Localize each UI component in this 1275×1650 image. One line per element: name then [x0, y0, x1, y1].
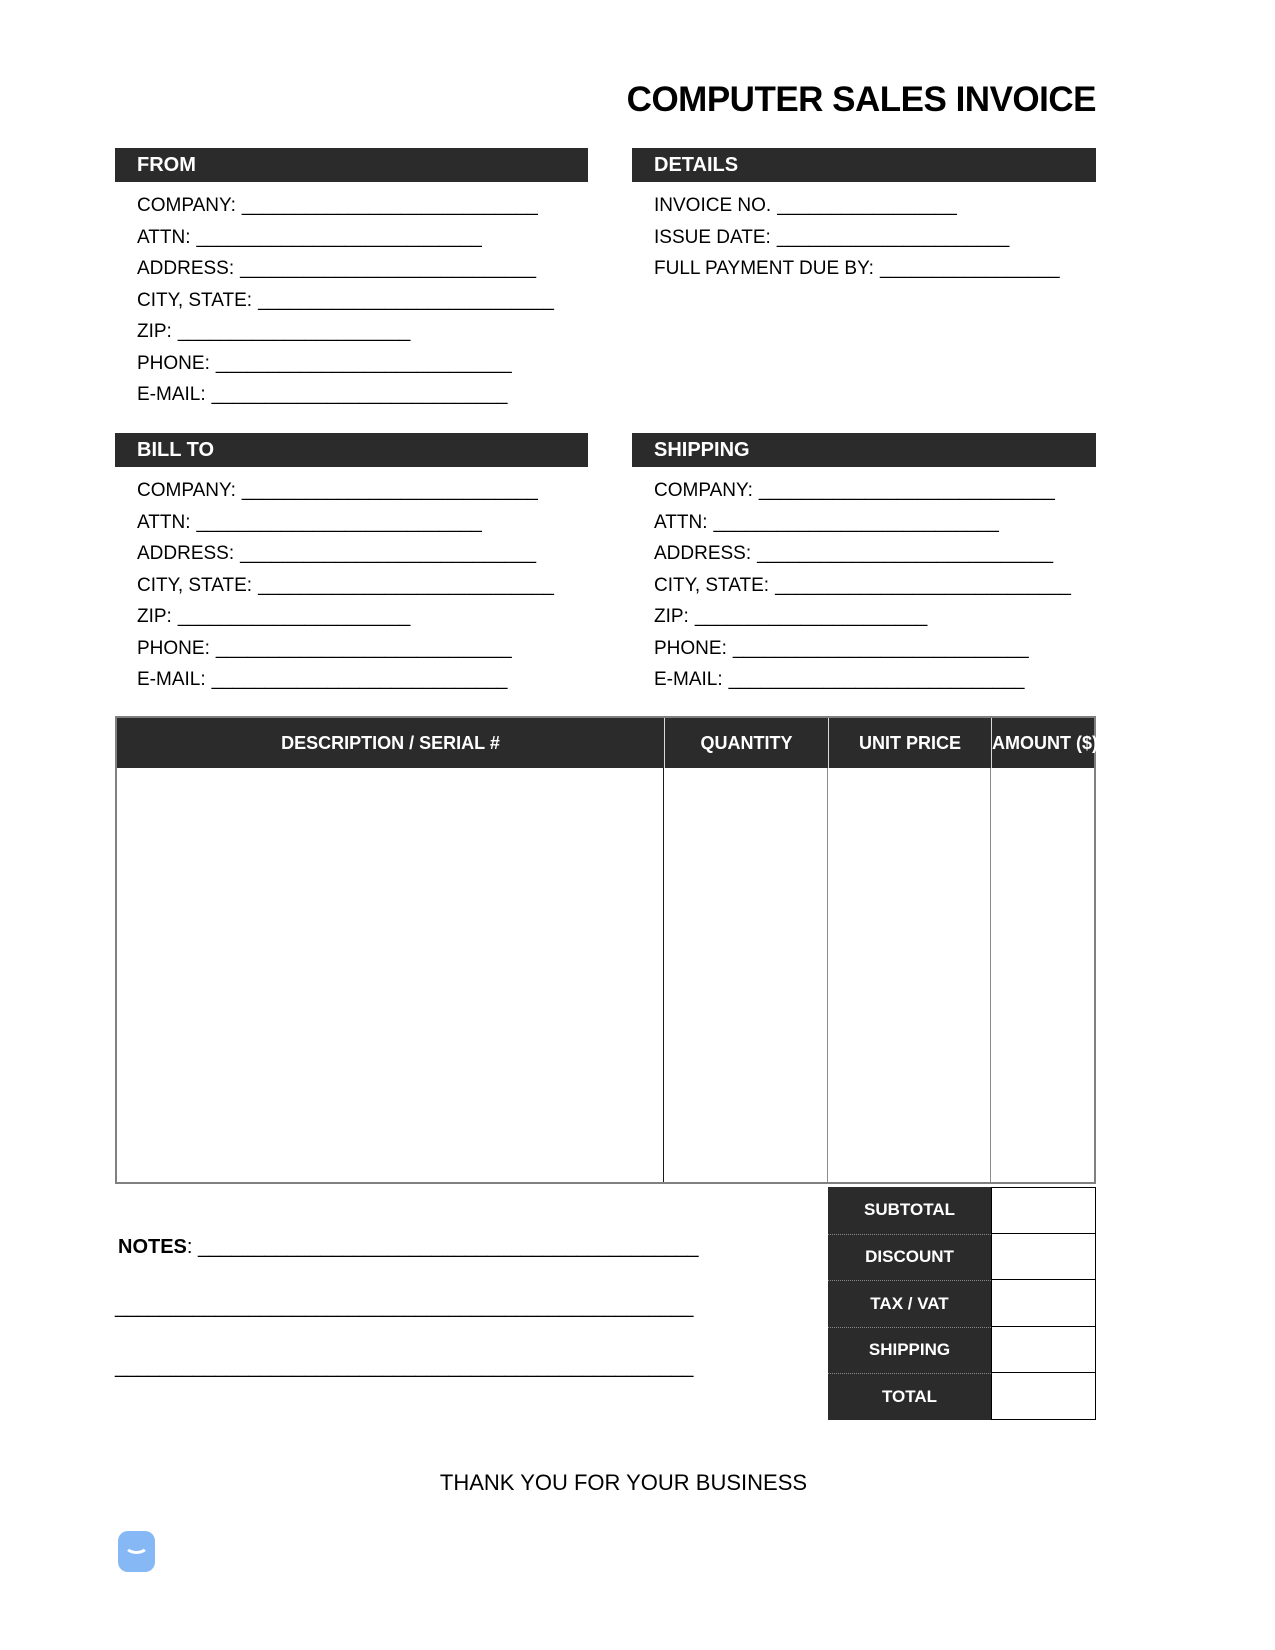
field-ship-email	[654, 664, 1096, 696]
field-label: FULL PAYMENT DUE BY:	[654, 258, 874, 279]
field-label: ADDRESS:	[654, 543, 752, 564]
field-bill-attn	[137, 507, 588, 539]
col-header-unit-price: UNIT PRICE	[828, 718, 991, 768]
section-details	[632, 148, 1096, 285]
field-ship-address	[654, 538, 1096, 570]
thank-you-message: THANK YOU FOR YOUR BUSINESS	[439, 1470, 808, 1495]
field-bill-phone	[137, 633, 588, 665]
fill-in-line: ___________________________	[713, 511, 999, 533]
field-label: PHONE:	[654, 637, 727, 659]
smile-glyph-icon	[124, 1535, 149, 1554]
totals-value-cell	[991, 1234, 1096, 1281]
col-header-description: DESCRIPTION / SERIAL #	[281, 732, 500, 753]
totals-label: SHIPPING	[828, 1327, 991, 1374]
field-label: ATTN:	[137, 226, 191, 248]
fill-in-line: ____________________________	[258, 574, 554, 596]
items-table-body	[117, 768, 1094, 1182]
fill-in-line: ____________________________	[215, 352, 512, 374]
details-fields	[632, 190, 1096, 285]
field-bill-company	[137, 475, 588, 507]
section-from	[115, 148, 588, 411]
shipping-fields	[632, 475, 1096, 696]
description-column-cell	[117, 768, 664, 1182]
fill-in-line: ____________________________	[241, 480, 538, 501]
section-shipping	[632, 433, 1096, 696]
fill-in-line: ____________________________	[258, 289, 554, 311]
totals-row-total	[828, 1373, 1096, 1420]
fill-in-line: ____________________________	[211, 384, 508, 405]
field-bill-zip	[137, 601, 588, 633]
totals-row-discount	[828, 1234, 1096, 1281]
totals-label: TAX / VAT	[828, 1280, 991, 1327]
field-label: ADDRESS:	[137, 258, 235, 279]
field-label: ZIP:	[137, 321, 172, 342]
field-bill-email	[137, 664, 588, 696]
field-label: ZIP:	[137, 606, 172, 627]
totals-section	[828, 1187, 1096, 1420]
field-label: E-MAIL:	[137, 669, 206, 690]
field-ship-zip	[654, 601, 1096, 633]
field-bill-address	[137, 538, 588, 570]
field-label: COMPANY:	[654, 480, 753, 501]
field-ship-phone	[654, 633, 1096, 665]
fill-in-line: ______________________	[177, 606, 411, 627]
field-from-attn	[137, 222, 588, 254]
field-ship-city-state	[654, 570, 1096, 602]
notes-label: NOTES	[118, 1236, 187, 1258]
col-header-quantity: QUANTITY	[664, 718, 828, 768]
field-label: CITY, STATE:	[137, 289, 253, 311]
unit-price-column-cell	[828, 768, 991, 1182]
field-from-zip	[137, 316, 588, 348]
section-bill-to	[115, 433, 588, 696]
fill-in-line: ______________________	[177, 321, 411, 342]
field-payment-due	[654, 253, 1096, 285]
quantity-column-cell	[664, 768, 828, 1182]
totals-label: SUBTOTAL	[828, 1187, 991, 1234]
field-from-company	[137, 190, 588, 222]
fill-in-line: ____________________________	[775, 574, 1071, 596]
fill-in-line: ____________________________	[732, 637, 1029, 659]
field-invoice-no	[654, 190, 1096, 222]
field-label: PHONE:	[137, 637, 210, 659]
field-label: ATTN:	[654, 511, 708, 533]
field-label: E-MAIL:	[654, 669, 723, 690]
field-label: PHONE:	[137, 352, 210, 374]
fill-in-line: ____________________________	[241, 195, 538, 216]
notes-field	[118, 1236, 699, 1259]
section-header-bill-to: BILL TO	[115, 433, 588, 467]
field-label: ZIP:	[654, 606, 689, 627]
field-from-address	[137, 253, 588, 285]
section-header-details: DETAILS	[632, 148, 1096, 182]
amount-column-cell	[991, 768, 1094, 1182]
fill-in-line: ___________________________	[196, 511, 482, 533]
field-label: ADDRESS:	[137, 543, 235, 564]
fill-in-line: ____________________________	[728, 669, 1025, 690]
field-ship-attn	[654, 507, 1096, 539]
fill-in-line: ___________________________	[196, 226, 482, 248]
field-from-email	[137, 379, 588, 411]
totals-value-cell	[991, 1373, 1096, 1420]
totals-row-tax-vat	[828, 1280, 1096, 1327]
field-from-city-state	[137, 285, 588, 317]
fill-in-line: ______________________	[694, 606, 928, 627]
field-issue-date	[654, 222, 1096, 254]
section-header-shipping: SHIPPING	[632, 433, 1096, 467]
fill-in-line: ____________________________	[240, 543, 537, 564]
fill-in-line: ____________________________	[211, 669, 508, 690]
items-table	[115, 716, 1096, 1184]
notes-extra-line: ____________________________________________________	[115, 1356, 694, 1378]
items-table-header	[117, 718, 1098, 768]
field-label: E-MAIL:	[137, 384, 206, 405]
notes-extra-line: ____________________________________________________	[115, 1296, 694, 1318]
totals-row-subtotal	[828, 1187, 1096, 1234]
bill-to-fields	[115, 475, 588, 696]
totals-label: DISCOUNT	[828, 1234, 991, 1281]
from-fields	[115, 190, 588, 411]
col-header-amount: AMOUNT ($)	[991, 718, 1098, 768]
field-label: ISSUE DATE:	[654, 226, 771, 248]
field-label: COMPANY:	[137, 480, 236, 501]
field-ship-company	[654, 475, 1096, 507]
totals-row-shipping	[828, 1327, 1096, 1374]
fill-in-line: : _____________________________________________	[186, 1236, 699, 1258]
totals-value-cell	[991, 1280, 1096, 1327]
fill-in-line: ____________________________	[757, 543, 1054, 564]
fill-in-line: ____________________________	[240, 258, 537, 279]
fill-in-line: _________________	[777, 195, 957, 216]
totals-label: TOTAL	[828, 1373, 991, 1420]
fill-in-line: _________________	[879, 258, 1060, 279]
field-bill-city-state	[137, 570, 588, 602]
field-label: INVOICE NO.	[654, 195, 772, 216]
fill-in-line: ______________________	[776, 226, 1010, 248]
field-label: CITY, STATE:	[137, 574, 253, 596]
field-label: ATTN:	[137, 511, 191, 533]
fill-in-line: ____________________________	[215, 637, 512, 659]
smiley-app-icon	[118, 1531, 155, 1572]
totals-value-cell	[991, 1327, 1096, 1374]
page-title: COMPUTER SALES INVOICE	[626, 80, 1096, 119]
field-from-phone	[137, 348, 588, 380]
section-header-from: FROM	[115, 148, 588, 182]
field-label: CITY, STATE:	[654, 574, 770, 596]
totals-value-cell	[991, 1187, 1096, 1234]
fill-in-line: ____________________________	[758, 480, 1055, 501]
field-label: COMPANY:	[137, 195, 236, 216]
